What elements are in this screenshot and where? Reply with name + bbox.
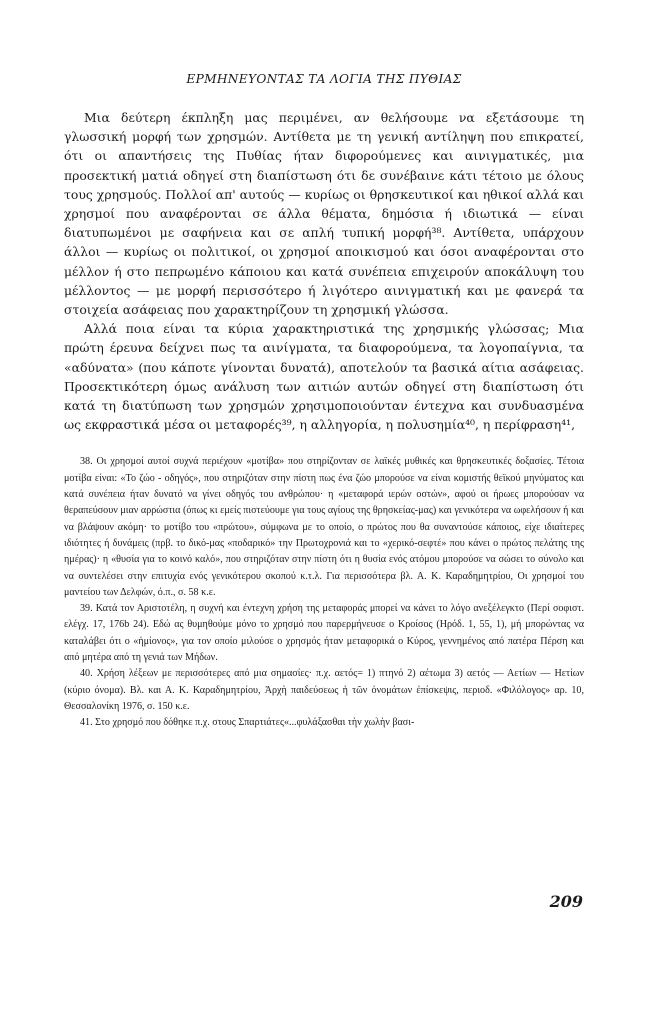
footnote-separator — [64, 434, 584, 454]
page-number: 209 — [549, 892, 583, 911]
body-text — [64, 108, 584, 434]
body-paragraph: Αλλά ποια είναι τα κύρια χαρακτηριστικά της χρησμικής γλώσσας; Μια πρώτη έρευνα δείχνει πως τα αινίγματα, τα διαφορούμενα, τα λογοπαίγνια, τα «αδύνατα» (που κάποτε γίνονται δυνατά), αποτελούν τα βασικά αίτια ασάφειας. Προσεκτικότερη όμως ανάλυση των αιτιών αυτών οδηγεί στη διαπίστωση ότι κατά τη διατύπωση των χρησμών χρησιμοποιούνταν έντεχνα και συνδυασμένα ως εκφραστικά μέσα οι μεταφορές³⁹, η αλληγορία, η πολυσημία⁴⁰, η περίφραση⁴¹, — [64, 321, 584, 433]
footnote-38: 38. Οι χρησμοί αυτοί συχνά περιέχουν «μοτίβα» που στηρίζονταν σε λαϊκές μυθικές και θρησκευτικές δοξασίες. Τέτοια μοτίβα είναι: «Το ζώο - οδηγός», που στηριζόταν στην πίστη πως ένα ζώο μπορούσε να είναι κομιστής θεϊκού μηνύματος και κατά συνέπεια ήταν δυνατό να γίνει οδηγός του ανθρώπου· η «μεταφορά ιερών οστών», αφού οι ήρωες μπορούσαν να θεραπεύσουν μιαν αρρώστια (όπως κι εμείς πιστεύουμε για τους αγίους της θρησκείας-μας) και γενικότερα να ωφελήσουν ή και να βλάψουν ακόμη· το μοτίβο του «πρώτου», σύμφωνα με το οποίο, ο πρώτος που θα συναντούσε κάποιος, είχε ιδιαίτερες ιδιότητες ή δυνάμεις (πρβ. το δικό-μας «ποδαρικό» την Πρωτοχρονιά και το «χερικό-σεφτέ» που κάνει ο πρώτος πελάτης της ημέρας)· η «θυσία για το κοινό καλό», που στηριζόταν στην πίστη ότι η θυσία ενός ατόμου μπορούσε να σώσει το σύνολο και να συντελέσει στην επιτυχία ενός γενικότερου σκοπού κ.τ.λ. Για περισσότερα βλ. Α. Κ. Καραδημητρίου, Οι χρησμοί του μαντείου των Δελφών, ό.π., σ. 58 κ.ε. — [64, 456, 584, 598]
body-paragraph: Μια δεύτερη έκπληξη μας περιμένει, αν θελήσουμε να εξετάσουμε τη γλωσσική μορφή των χρησμών. Αντίθετα με τη γενική αντίληψη που επικρατεί, ότι οι απαντήσεις της Πυθίας ήταν διφορούμενες και αινιγματικές, μια προσεκτική ματιά οδηγεί στη διαπίστωση ότι δε συνέβαινε κάτι τέτοιο με όλους τους χρησμούς. Πολλοί απ' αυτούς — κυρίως οι θρησκευτικοί και ηθικοί αλλά και χρησμοί που αναφέρονται σε άλλα θέματα, δημόσια ή ιδιωτικά — είναι διατυπωμένοι με σαφήνεια και σε απλή τυπική μορφή³⁸. Αντίθετα, υπάρχουν άλλοι — κυρίως οι πολιτικοί, οι χρησμοί αποικισμού και όσοι αναφέρονται στο μέλλον ή στο πεπρωμένο κάποιου και κατά συνέπεια επιχειρούν αποκάλυψη του μέλλοντος — με μορφή περισσότερο ή λιγότερο αινιγματική και με φανερά τα στοιχεία ασάφειας που χαρακτηρίζουν τη χρησμική γλώσσα. — [64, 110, 584, 318]
footnote-39: 39. Κατά τον Αριστοτέλη, η συχνή και έντεχνη χρήση της μεταφοράς μπορεί να κάνει το λόγο ανεξέλεγκτο (Περί σοφιστ. ελέγχ. 17, 176b 24). Εδώ ας θυμηθούμε μόνο το χρησμό που παρερμήνευσε ο Κροίσος (Ηρόδ. 1, 55, 1), μή μπορώντας να καταλάβει ότι ο «ἡμίονος», για τον οποίο μιλούσε ο χρησμός ήταν μεταφορικά ο Κύρος, γεννημένος από πατέρα Πέρση και από μητέρα από τη γενιά των Μήδων. — [64, 603, 584, 664]
footnotes — [64, 454, 584, 731]
footnote-41: 41. Στο χρησμό που δόθηκε π.χ. στους Σπαρτιάτες«...φυλάξασθαι τὴν χωλὴν βασι- — [80, 717, 415, 729]
footnote-40: 40. Χρήση λέξεων με περισσότερες από μια σημασίες· π.χ. αετός= 1) πτηνό 2) αέτωμα 3) αετός — Αετίων — Ηετίων (κύριο όνομα). Βλ. και Α. Κ. Καραδημητρίου, Ἀρχὴ παιδεύσεως ἡ τῶν ὀνομάτων ἐπίσκεψις, περιοδ. «Φιλόλογος» αρ. 10, Θεσσαλονίκη 1976, σ. 150 κ.ε. — [64, 668, 584, 712]
page — [64, 72, 584, 732]
running-head: ΕΡΜΗΝΕΥΟΝΤΑΣ ΤΑ ΛΟΓΙΑ ΤΗΣ ΠΥΘΙΑΣ — [186, 72, 462, 86]
